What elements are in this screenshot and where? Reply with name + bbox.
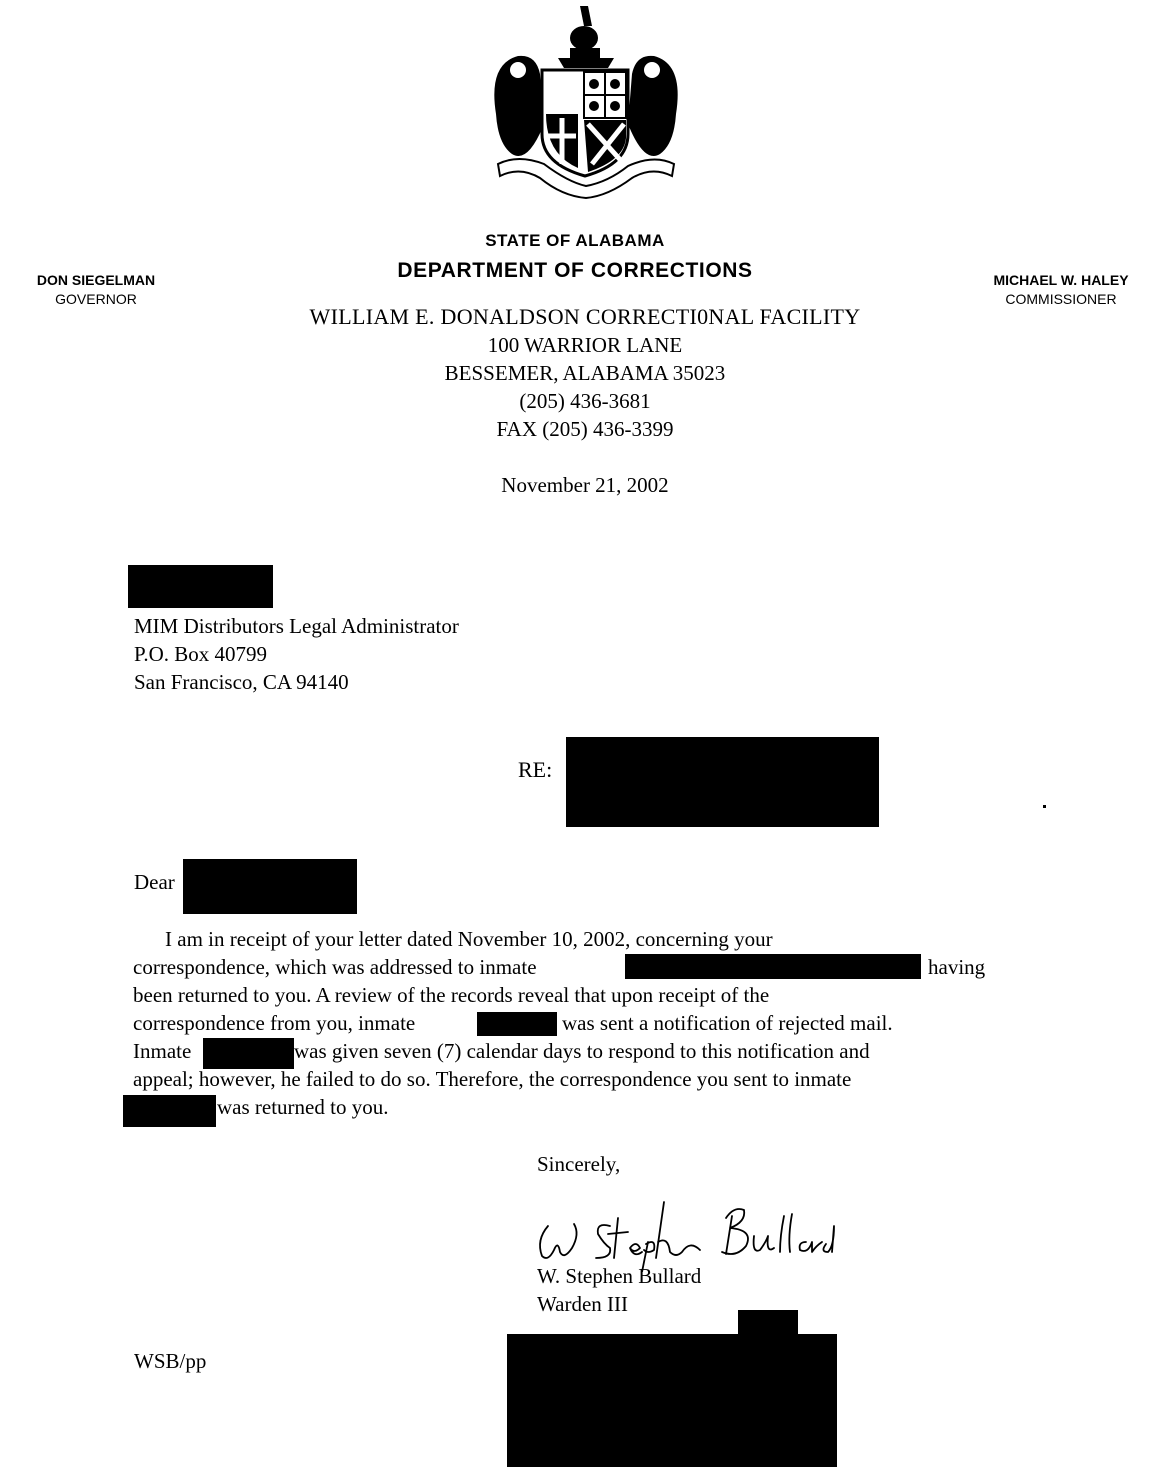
recipient-city: San Francisco, CA 94140 <box>134 670 349 694</box>
body-line-5a: Inmate <box>133 1039 192 1063</box>
redacted-salutation-name <box>183 859 357 914</box>
facility-name: WILLIAM E. DONALDSON CORRECTI0NAL FACILITY <box>309 304 861 329</box>
initials: WSB/pp <box>134 1349 207 1373</box>
department-heading: DEPARTMENT OF CORRECTIONS <box>397 259 753 282</box>
body-line-7: was returned to you. <box>217 1095 389 1119</box>
redacted-inmate-4 <box>123 1095 216 1127</box>
redacted-re-subject <box>566 737 879 827</box>
facility-phone: (205) 436-3681 <box>519 389 651 413</box>
recipient-box: P.O. Box 40799 <box>134 642 268 666</box>
salutation: Dear <box>134 870 175 894</box>
letter-date: November 21, 2002 <box>501 473 669 497</box>
commissioner-name: MICHAEL W. HALEY <box>993 272 1129 288</box>
body-line-3: been returned to you. A review of the records reveal that upon receipt of the <box>133 983 770 1007</box>
closing: Sincerely, <box>537 1152 621 1176</box>
facility-city: BESSEMER, ALABAMA 35023 <box>444 361 726 385</box>
state-seal <box>488 4 688 204</box>
recipient-org: MIM Distributors Legal Administrator <box>134 614 459 638</box>
body-line-4a: correspondence from you, inmate <box>133 1011 416 1035</box>
signature <box>530 1196 840 1272</box>
redacted-recipient-name <box>128 565 273 608</box>
speck <box>1043 805 1046 808</box>
body-line-1: I am in receipt of your letter dated November 10, 2002, concerning your <box>165 927 773 951</box>
state-heading: STATE OF ALABAMA <box>485 231 665 250</box>
redacted-inmate-2 <box>477 1012 557 1036</box>
body-line-2b: having <box>928 955 986 979</box>
redacted-stamp-top <box>738 1310 798 1336</box>
redacted-inmate-1 <box>625 954 921 979</box>
signer-name: W. Stephen Bullard <box>537 1264 702 1288</box>
body-line-2a: correspondence, which was addressed to inmate <box>133 955 537 979</box>
commissioner-title: COMMISSIONER <box>1005 291 1117 307</box>
body-line-5b: was given seven (7) calendar days to respond to this notification and <box>294 1039 870 1063</box>
governor-title: GOVERNOR <box>55 291 137 307</box>
redacted-inmate-3 <box>203 1038 294 1069</box>
re-label: RE: <box>518 757 553 782</box>
signer-title: Warden III <box>537 1292 629 1316</box>
redacted-stamp <box>507 1334 837 1467</box>
facility-street: 100 WARRIOR LANE <box>487 333 683 357</box>
facility-fax: FAX (205) 436-3399 <box>496 417 674 441</box>
governor-name: DON SIEGELMAN <box>36 272 156 288</box>
body-line-4b: was sent a notification of rejected mail. <box>562 1011 893 1035</box>
body-line-6: appeal; however, he failed to do so. Therefore, the correspondence you sent to inmate <box>133 1067 852 1091</box>
